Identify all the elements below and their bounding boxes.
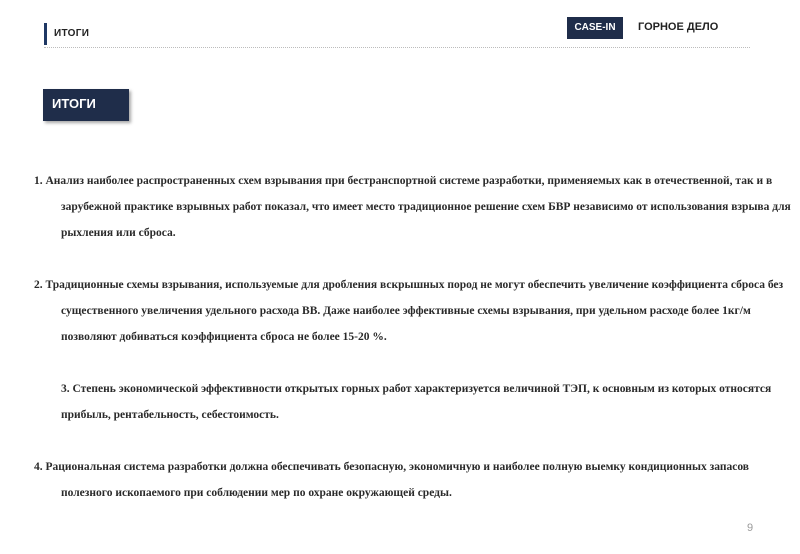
page-number: 9 [747, 522, 754, 534]
summary-item-3: 3. Степень экономической эффективности открытых горных работ характеризуется величиной ТЭП, к основным из которых относятся прибыль, рентабельность, себестоимость. [61, 383, 772, 421]
summary-item-1: 1. Анализ наиболее распространенных схем взрывания при бестранспортной системе разработки, применяемых как в отечественной, так и в зарубежной практике взрывных работ показал, что имеет место традиционное решение схем БВР независимо от использования взрыва для рыхления или сброса. [34, 175, 791, 239]
header-accent-bar [44, 23, 47, 45]
summary-list [34, 168, 794, 506]
header-section-label: ИТОГИ [54, 28, 90, 39]
summary-item-4: 4. Рациональная система разработки должна обеспечивать безопасную, экономичную и наиболее полную выемку кондиционных запасов полезного ископаемого при соблюдении мер по охране окружающей среды. [34, 461, 750, 499]
header-divider [44, 47, 750, 48]
brand-title: ГОРНОЕ ДЕЛО [638, 21, 719, 33]
slide-title: ИТОГИ [43, 89, 129, 121]
summary-item-2: 2. Традиционные схемы взрывания, используемые для дробления вскрышных пород не могут обеспечить увеличение коэффициента сброса без существенного увеличения удельного расхода ВВ. Даже наиболее эффективные схемы взрывания, при удельном расходе более 1кг/м позволяют добиваться коэффициента сброса не более 15-20 %. [34, 279, 784, 343]
brand-badge: CASE-IN [567, 17, 623, 39]
